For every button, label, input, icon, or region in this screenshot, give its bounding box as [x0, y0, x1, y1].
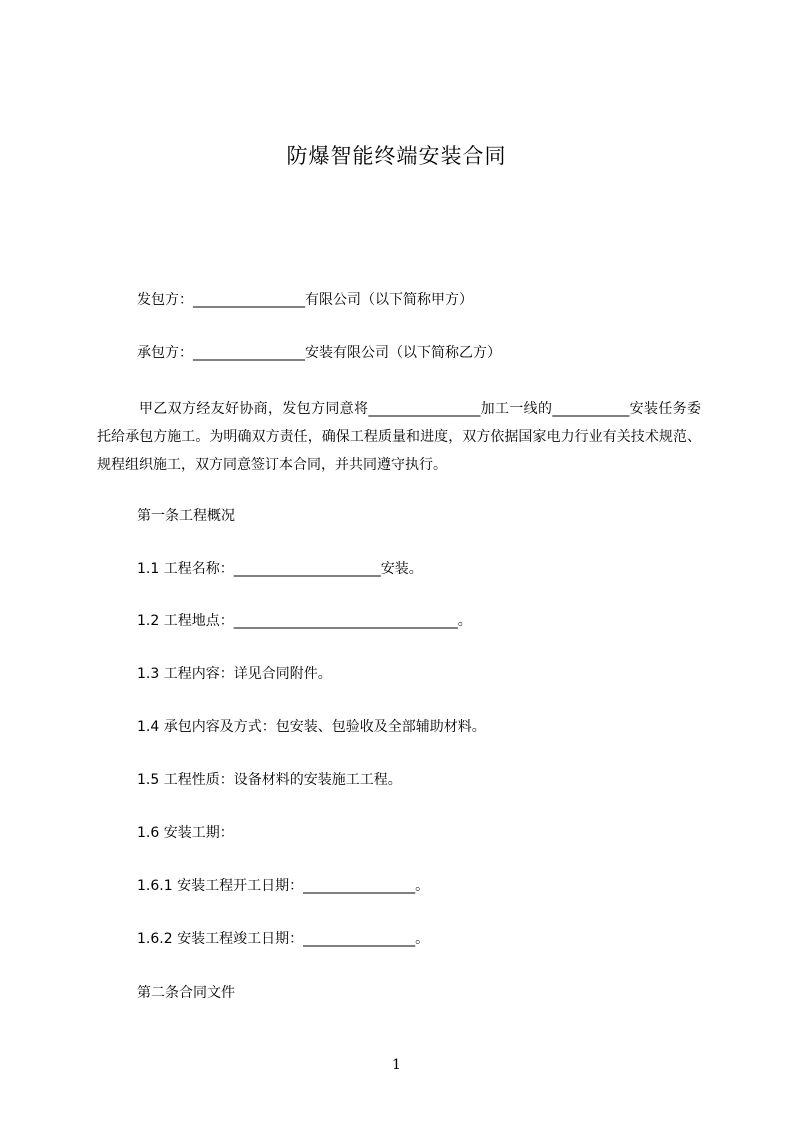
item-1-3: 1.3 工程内容：详见合同附件。: [137, 666, 332, 682]
intro-paragraph: 甲乙双方经友好协商，发包方同意将________________加工一线的___________安装任务委托给承包方施工。为明确双方责任，确保工程质量和进度，双方依据国家电力行业有关技术规范、规程组织施工，双方同意签订本合同，并共同遵守执行。: [97, 401, 701, 473]
party-a-line: 发包方：________________有限公司（以下简称甲方）: [137, 292, 473, 308]
party-b-line: 承包方：________________安装有限公司（以下简称乙方）: [137, 345, 501, 361]
item-1-2: 1.2 工程地点：________________________________。: [137, 613, 472, 629]
item-1-6-2: 1.6.2 安装工程竣工日期：________________。: [137, 931, 430, 947]
item-1-5: 1.5 工程性质：设备材料的安装施工工程。: [137, 772, 402, 788]
article-2-heading: 第二条合同文件: [137, 985, 235, 1001]
item-1-1: 1.1 工程名称：_____________________安装。: [137, 561, 423, 577]
page-number: 1: [392, 1057, 401, 1073]
item-1-6: 1.6 安装工期：: [137, 825, 234, 841]
article-1-heading: 第一条工程概况: [137, 508, 235, 524]
item-1-6-1: 1.6.1 安装工程开工日期：________________。: [137, 878, 430, 894]
item-1-4: 1.4 承包内容及方式：包安装、包验收及全部辅助材料。: [137, 719, 486, 735]
document-title: 防爆智能终端安装合同: [286, 144, 507, 168]
